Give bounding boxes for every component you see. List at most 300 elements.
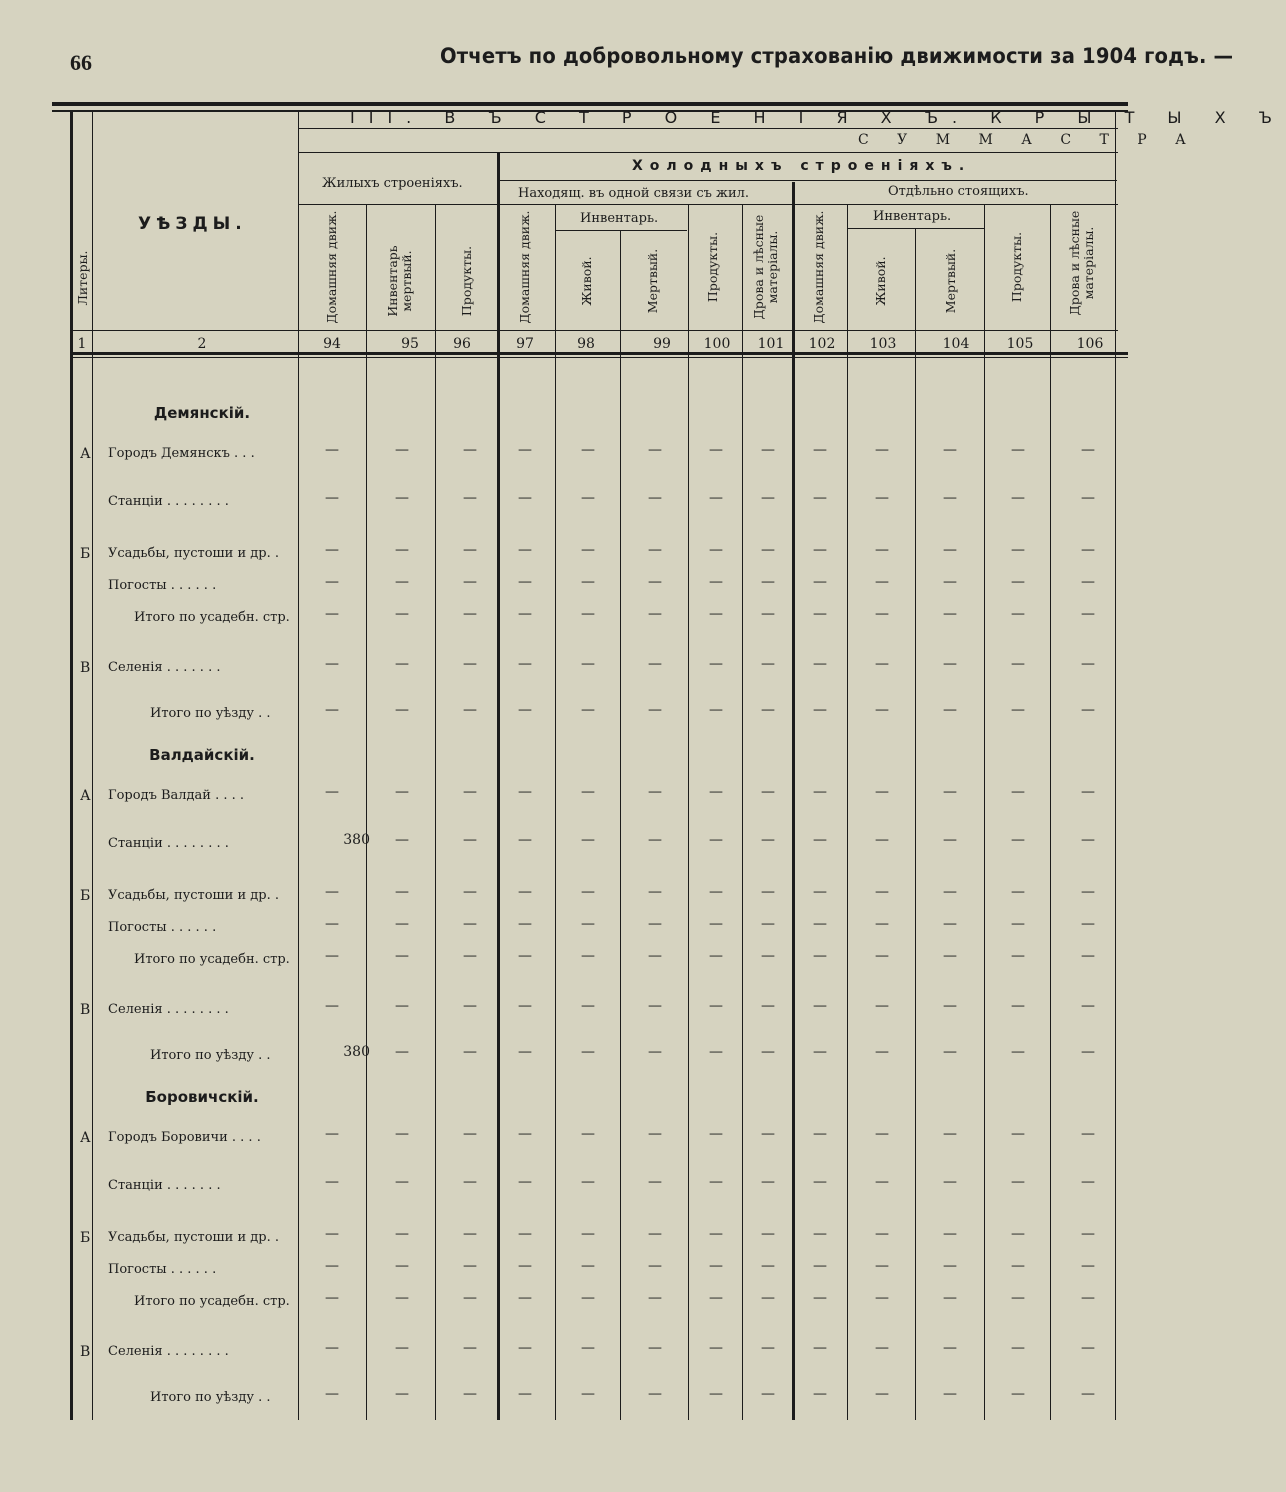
col-label-106: Дрова и лѣсные матеріалы.: [1067, 210, 1096, 316]
table-right-border: [1115, 112, 1116, 1420]
table-cell-dash: —: [1081, 1126, 1095, 1142]
table-cell-dash: —: [581, 1044, 595, 1060]
table-cell-dash: —: [875, 832, 889, 848]
row-label: Селенія . . . . . . . .: [108, 1002, 229, 1017]
table-cell-dash: —: [875, 884, 889, 900]
colnum-96: 96: [453, 336, 471, 352]
col-divider-105: [984, 204, 985, 1420]
table-cell-dash: —: [648, 574, 662, 590]
table-cell-dash: —: [518, 1340, 532, 1356]
table-cell-dash: —: [875, 1226, 889, 1242]
table-cell-dash: —: [813, 784, 827, 800]
table-cell-dash: —: [325, 656, 339, 672]
table-cell-dash: —: [518, 1174, 532, 1190]
table-cell-dash: —: [395, 1340, 409, 1356]
cold-rule: [497, 180, 1117, 181]
table-cell-dash: —: [1011, 542, 1025, 558]
row-label: Станціи . . . . . . . .: [108, 494, 229, 509]
table-cell-dash: —: [813, 542, 827, 558]
table-cell-dash: —: [813, 1258, 827, 1274]
table-cell-dash: —: [325, 1386, 339, 1402]
table-cell-dash: —: [709, 998, 723, 1014]
table-cell-dash: —: [1011, 998, 1025, 1014]
table-cell-dash: —: [761, 1386, 775, 1402]
table-cell-dash: —: [709, 1044, 723, 1060]
table-cell-dash: —: [1011, 1044, 1025, 1060]
table-cell-dash: —: [581, 948, 595, 964]
table-cell-dash: —: [395, 1126, 409, 1142]
table-left-border: [70, 112, 73, 1420]
table-cell-dash: —: [1081, 702, 1095, 718]
colnum-94: 94: [323, 336, 341, 352]
inventory-rule-1: [555, 230, 687, 231]
colnames-rule: [72, 330, 1118, 331]
table-cell-dash: —: [943, 702, 957, 718]
table-cell-dash: —: [395, 542, 409, 558]
col-label-97: Домашняя движ.: [517, 210, 532, 324]
table-cell-dash: —: [648, 998, 662, 1014]
table-cell-dash: —: [648, 1174, 662, 1190]
row-letter: Б: [80, 546, 91, 562]
table-cell-dash: —: [1081, 1044, 1095, 1060]
district-title: Демянскій.: [153, 404, 251, 422]
table-cell-dash: —: [581, 1174, 595, 1190]
table-cell-dash: —: [395, 1290, 409, 1306]
colnum-100: 100: [703, 336, 731, 352]
table-cell-dash: —: [648, 656, 662, 672]
table-cell-dash: —: [395, 442, 409, 458]
table-cell-dash: —: [581, 1226, 595, 1242]
table-cell-dash: —: [463, 542, 477, 558]
table-cell-dash: —: [761, 606, 775, 622]
table-cell-dash: —: [395, 884, 409, 900]
table-cell-dash: —: [581, 884, 595, 900]
table-cell-dash: —: [875, 1174, 889, 1190]
residential-title: Жилыхъ строеніяхъ.: [322, 176, 463, 191]
table-cell-dash: —: [875, 784, 889, 800]
table-cell-dash: —: [463, 884, 477, 900]
table-cell-dash: —: [463, 1258, 477, 1274]
page-title: Отчетъ по добровольному страхованію движимости за 1904 годъ. —: [440, 44, 1234, 68]
table-cell-dash: —: [813, 1226, 827, 1242]
table-cell-dash: —: [943, 1386, 957, 1402]
table-cell-dash: —: [463, 442, 477, 458]
table-cell-dash: —: [1081, 442, 1095, 458]
table-cell-dash: —: [709, 832, 723, 848]
table-cell-dash: —: [1081, 1174, 1095, 1190]
table-cell-dash: —: [648, 1226, 662, 1242]
col-divider-98: [555, 204, 556, 1420]
table-cell-dash: —: [1011, 574, 1025, 590]
table-cell-dash: —: [813, 832, 827, 848]
table-cell-dash: —: [1081, 490, 1095, 506]
table-cell-dash: —: [1081, 916, 1095, 932]
table-cell-dash: —: [875, 1290, 889, 1306]
table-cell-dash: —: [518, 1126, 532, 1142]
table-cell-dash: —: [943, 884, 957, 900]
table-cell-dash: —: [1011, 656, 1025, 672]
table-cell-dash: —: [709, 1386, 723, 1402]
table-cell-dash: —: [943, 1340, 957, 1356]
table-cell-dash: —: [518, 490, 532, 506]
table-cell-dash: —: [395, 702, 409, 718]
table-cell-dash: —: [325, 784, 339, 800]
table-cell-dash: —: [518, 702, 532, 718]
table-cell-dash: —: [761, 656, 775, 672]
header-bottom-rule-thin: [72, 357, 1128, 358]
table-cell-dash: —: [463, 656, 477, 672]
row-label: Станціи . . . . . . .: [108, 1178, 221, 1193]
table-cell-dash: —: [325, 1174, 339, 1190]
table-cell-dash: —: [1081, 542, 1095, 558]
table-cell-dash: —: [648, 1044, 662, 1060]
table-cell-dash: —: [395, 574, 409, 590]
table-cell-dash: —: [518, 998, 532, 1014]
district-title: Боровичскій.: [145, 1088, 259, 1106]
row-letter: В: [80, 660, 91, 676]
table-cell-dash: —: [325, 1258, 339, 1274]
table-cell-dash: —: [709, 1226, 723, 1242]
table-cell-dash: —: [1081, 574, 1095, 590]
colnum-97: 97: [516, 336, 534, 352]
connected-title: Находящ. въ одной связи съ жил.: [518, 186, 750, 201]
row-label: Селенія . . . . . . . .: [108, 1344, 229, 1359]
table-cell-dash: —: [761, 442, 775, 458]
table-cell-dash: —: [813, 998, 827, 1014]
table-cell-dash: —: [581, 1290, 595, 1306]
uezdy-column-divider: [298, 112, 299, 1420]
colnum-98: 98: [577, 336, 595, 352]
table-cell-dash: —: [709, 442, 723, 458]
table-cell-dash: —: [709, 606, 723, 622]
col-divider-99: [620, 230, 621, 1420]
table-cell-dash: —: [943, 832, 957, 848]
table-cell-dash: —: [395, 948, 409, 964]
table-cell-dash: —: [463, 832, 477, 848]
table-cell-dash: —: [761, 998, 775, 1014]
table-cell-dash: —: [1081, 606, 1095, 622]
table-cell-dash: —: [761, 784, 775, 800]
table-cell-dash: —: [463, 998, 477, 1014]
summa-title: С У М М А С Т Р А: [858, 132, 1198, 148]
colnum-95: 95: [401, 336, 419, 352]
table-cell-dash: —: [813, 948, 827, 964]
table-cell-dash: —: [709, 702, 723, 718]
table-cell-dash: —: [761, 884, 775, 900]
col-divider-96: [435, 204, 436, 1420]
table-cell-dash: —: [1081, 948, 1095, 964]
table-cell-dash: —: [648, 702, 662, 718]
table-cell-dash: —: [943, 1290, 957, 1306]
table-cell-dash: —: [518, 1290, 532, 1306]
table-cell-dash: —: [943, 948, 957, 964]
table-cell-dash: —: [709, 1126, 723, 1142]
table-cell-dash: —: [581, 998, 595, 1014]
litery-column-divider: [92, 112, 93, 1420]
table-cell-dash: —: [1011, 1386, 1025, 1402]
table-cell-dash: —: [761, 1226, 775, 1242]
table-cell-dash: —: [581, 542, 595, 558]
col-label-95: Инвентарь мертвый.: [385, 245, 414, 317]
colnum-2: 2: [197, 336, 207, 352]
table-cell-dash: —: [875, 948, 889, 964]
colnum-99: 99: [653, 336, 671, 352]
table-cell-dash: —: [1011, 1340, 1025, 1356]
table-cell-dash: —: [395, 784, 409, 800]
table-cell-dash: —: [581, 606, 595, 622]
row-label: Погосты . . . . . .: [108, 920, 217, 935]
row-label: Итого по уѣзду . .: [150, 1390, 271, 1405]
table-cell-dash: —: [875, 1386, 889, 1402]
table-cell-dash: —: [518, 1386, 532, 1402]
table-cell-dash: —: [1081, 884, 1095, 900]
table-cell-dash: —: [875, 916, 889, 932]
row-label: Итого по усадебн. стр.: [134, 952, 290, 967]
table-cell-dash: —: [325, 1290, 339, 1306]
row-label: Погосты . . . . . .: [108, 578, 217, 593]
table-cell-dash: —: [761, 1290, 775, 1306]
cold-buildings-title: Холодныхъ строеніяхъ.: [632, 158, 972, 174]
table-cell-dash: —: [518, 1044, 532, 1060]
table-cell-dash: —: [518, 606, 532, 622]
table-cell-dash: —: [581, 1340, 595, 1356]
table-cell-dash: —: [463, 948, 477, 964]
table-cell-dash: —: [1011, 1258, 1025, 1274]
table-cell-dash: —: [943, 656, 957, 672]
table-cell-dash: —: [875, 542, 889, 558]
table-cell-dash: —: [395, 916, 409, 932]
table-cell-dash: —: [709, 1340, 723, 1356]
table-cell-dash: —: [1011, 784, 1025, 800]
page-number: 66: [70, 50, 92, 75]
col-label-98: Живой.: [579, 256, 594, 306]
table-cell-dash: —: [325, 998, 339, 1014]
table-cell-dash: —: [648, 784, 662, 800]
col-divider-95: [366, 204, 367, 1420]
table-cell-dash: —: [648, 542, 662, 558]
table-cell-dash: —: [709, 948, 723, 964]
colnum-103: 103: [869, 336, 897, 352]
table-cell-dash: —: [1011, 702, 1025, 718]
table-cell-dash: —: [581, 490, 595, 506]
table-cell-dash: —: [518, 656, 532, 672]
table-cell-dash: —: [395, 1258, 409, 1274]
table-cell-dash: —: [395, 490, 409, 506]
table-cell-dash: —: [325, 542, 339, 558]
row-letter: А: [80, 1130, 91, 1146]
table-cell-dash: —: [463, 1340, 477, 1356]
table-cell-dash: —: [761, 1126, 775, 1142]
table-cell-dash: —: [581, 1126, 595, 1142]
table-cell-dash: —: [581, 784, 595, 800]
row-label: Итого по усадебн. стр.: [134, 610, 290, 625]
table-cell-dash: —: [761, 574, 775, 590]
table-cell-dash: —: [943, 574, 957, 590]
row-label: Усадьбы, пустоши и др. .: [108, 888, 279, 903]
table-cell-dash: —: [395, 1386, 409, 1402]
table-cell-dash: —: [648, 1126, 662, 1142]
table-cell-dash: —: [813, 916, 827, 932]
table-cell-dash: —: [709, 1174, 723, 1190]
col-label-99: Мертвый.: [645, 248, 660, 314]
table-cell-dash: —: [648, 916, 662, 932]
table-cell-dash: —: [875, 490, 889, 506]
table-cell-dash: —: [463, 1174, 477, 1190]
table-cell-dash: —: [709, 542, 723, 558]
table-cell-dash: —: [1081, 784, 1095, 800]
table-cell-dash: —: [395, 998, 409, 1014]
row-letter: Б: [80, 1230, 91, 1246]
uezdy-title: УѢЗДЫ.: [138, 214, 247, 234]
table-cell-dash: —: [648, 1258, 662, 1274]
table-cell-dash: —: [325, 884, 339, 900]
row-letter: А: [80, 788, 91, 804]
colnum-102: 102: [808, 336, 836, 352]
row-letter: А: [80, 446, 91, 462]
table-cell-dash: —: [875, 702, 889, 718]
col-label-94: Домашняя движ.: [324, 210, 339, 324]
table-cell-dash: —: [761, 1044, 775, 1060]
colnum-104: 104: [942, 336, 970, 352]
table-cell-dash: —: [943, 542, 957, 558]
table-cell-dash: —: [463, 490, 477, 506]
row-label: Итого по уѣзду . .: [150, 706, 271, 721]
table-cell-dash: —: [463, 916, 477, 932]
table-cell-dash: —: [875, 656, 889, 672]
table-cell-dash: —: [761, 1340, 775, 1356]
table-cell-dash: —: [648, 1386, 662, 1402]
colnum-106: 106: [1076, 336, 1104, 352]
row-label: Селенія . . . . . . .: [108, 660, 221, 675]
table-cell-dash: —: [325, 606, 339, 622]
table-cell-dash: —: [325, 442, 339, 458]
table-cell-dash: —: [395, 1174, 409, 1190]
table-cell-dash: —: [325, 1226, 339, 1242]
table-cell-dash: —: [325, 916, 339, 932]
table-cell-dash: —: [709, 1290, 723, 1306]
table-cell-dash: —: [1011, 1290, 1025, 1306]
table-cell-dash: —: [581, 1258, 595, 1274]
table-cell-dash: —: [943, 1126, 957, 1142]
table-cell-dash: —: [463, 1386, 477, 1402]
table-cell-dash: —: [943, 490, 957, 506]
table-cell-dash: —: [1011, 832, 1025, 848]
table-cell-dash: —: [813, 1290, 827, 1306]
row-label: Городъ Валдай . . . .: [108, 788, 245, 803]
table-cell-dash: —: [875, 442, 889, 458]
table-cell-dash: —: [648, 948, 662, 964]
table-cell-dash: —: [709, 656, 723, 672]
table-cell-dash: —: [875, 998, 889, 1014]
table-cell-dash: —: [518, 1258, 532, 1274]
table-cell-dash: —: [875, 1044, 889, 1060]
table-cell-dash: —: [581, 916, 595, 932]
table-cell-dash: —: [1011, 442, 1025, 458]
table-cell-dash: —: [813, 702, 827, 718]
table-cell-dash: —: [395, 1044, 409, 1060]
row-label: Погосты . . . . . .: [108, 1262, 217, 1277]
table-cell-dash: —: [875, 1258, 889, 1274]
row-label: Городъ Боровичи . . . .: [108, 1130, 261, 1145]
table-cell-dash: —: [943, 998, 957, 1014]
table-cell-dash: —: [761, 1174, 775, 1190]
table-cell-dash: —: [518, 574, 532, 590]
table-cell-dash: —: [518, 784, 532, 800]
table-cell-dash: —: [1081, 1290, 1095, 1306]
table-cell-dash: —: [325, 574, 339, 590]
col-label-96: Продукты.: [459, 245, 474, 317]
col-label-102: Домашняя движ.: [811, 210, 826, 324]
table-cell-dash: —: [813, 1174, 827, 1190]
colnum-101: 101: [757, 336, 785, 352]
table-cell-dash: —: [1011, 1226, 1025, 1242]
table-cell-dash: —: [518, 832, 532, 848]
col-label-104: Мертвый.: [943, 248, 958, 314]
col-divider-101: [742, 204, 743, 1420]
table-cell-dash: —: [761, 832, 775, 848]
table-cell-dash: —: [463, 1226, 477, 1242]
table-cell-dash: —: [581, 702, 595, 718]
table-cell-dash: —: [943, 1226, 957, 1242]
table-cell-dash: —: [648, 490, 662, 506]
table-cell-dash: —: [518, 884, 532, 900]
table-cell-dash: —: [1011, 1174, 1025, 1190]
col-divider-104: [915, 228, 916, 1420]
table-cell-dash: —: [395, 606, 409, 622]
table-cell-dash: —: [1081, 1340, 1095, 1356]
col-label-105: Продукты.: [1009, 231, 1024, 303]
table-cell-dash: —: [518, 542, 532, 558]
district-title: Валдайскій.: [149, 746, 255, 764]
table-cell-dash: —: [813, 1340, 827, 1356]
inventory-title-1: Инвентарь.: [580, 211, 659, 226]
table-cell-dash: —: [463, 784, 477, 800]
table-cell-dash: —: [875, 1340, 889, 1356]
row-label: Усадьбы, пустоши и др. .: [108, 1230, 279, 1245]
table-cell-dash: —: [943, 784, 957, 800]
separate-section-divider: [792, 182, 795, 1420]
table-cell-dash: —: [1011, 884, 1025, 900]
table-cell-dash: —: [1081, 1386, 1095, 1402]
table-cell-dash: —: [1011, 916, 1025, 932]
table-cell-dash: —: [325, 1126, 339, 1142]
table-cell-value: 380: [343, 1044, 370, 1060]
table-cell-dash: —: [813, 1386, 827, 1402]
table-cell-dash: —: [325, 490, 339, 506]
table-cell-dash: —: [518, 442, 532, 458]
table-cell-dash: —: [813, 490, 827, 506]
table-cell-dash: —: [709, 490, 723, 506]
table-cell-dash: —: [813, 884, 827, 900]
cold-section-divider: [497, 152, 500, 1420]
table-cell-dash: —: [875, 606, 889, 622]
table-cell-dash: —: [581, 656, 595, 672]
summa-rule: [298, 152, 1118, 153]
table-cell-dash: —: [813, 574, 827, 590]
table-cell-dash: —: [943, 1174, 957, 1190]
inventory-title-2: Инвентарь.: [873, 209, 952, 224]
table-cell-dash: —: [648, 832, 662, 848]
colnum-105: 105: [1006, 336, 1034, 352]
col-label-litery: Литеры.: [75, 250, 90, 306]
header-rule-thick: [52, 102, 1128, 106]
table-cell-dash: —: [1011, 948, 1025, 964]
table-cell-dash: —: [518, 948, 532, 964]
table-cell-dash: —: [761, 490, 775, 506]
subgroup-rule: [298, 204, 1118, 205]
table-cell-dash: —: [463, 1290, 477, 1306]
table-cell-dash: —: [581, 574, 595, 590]
